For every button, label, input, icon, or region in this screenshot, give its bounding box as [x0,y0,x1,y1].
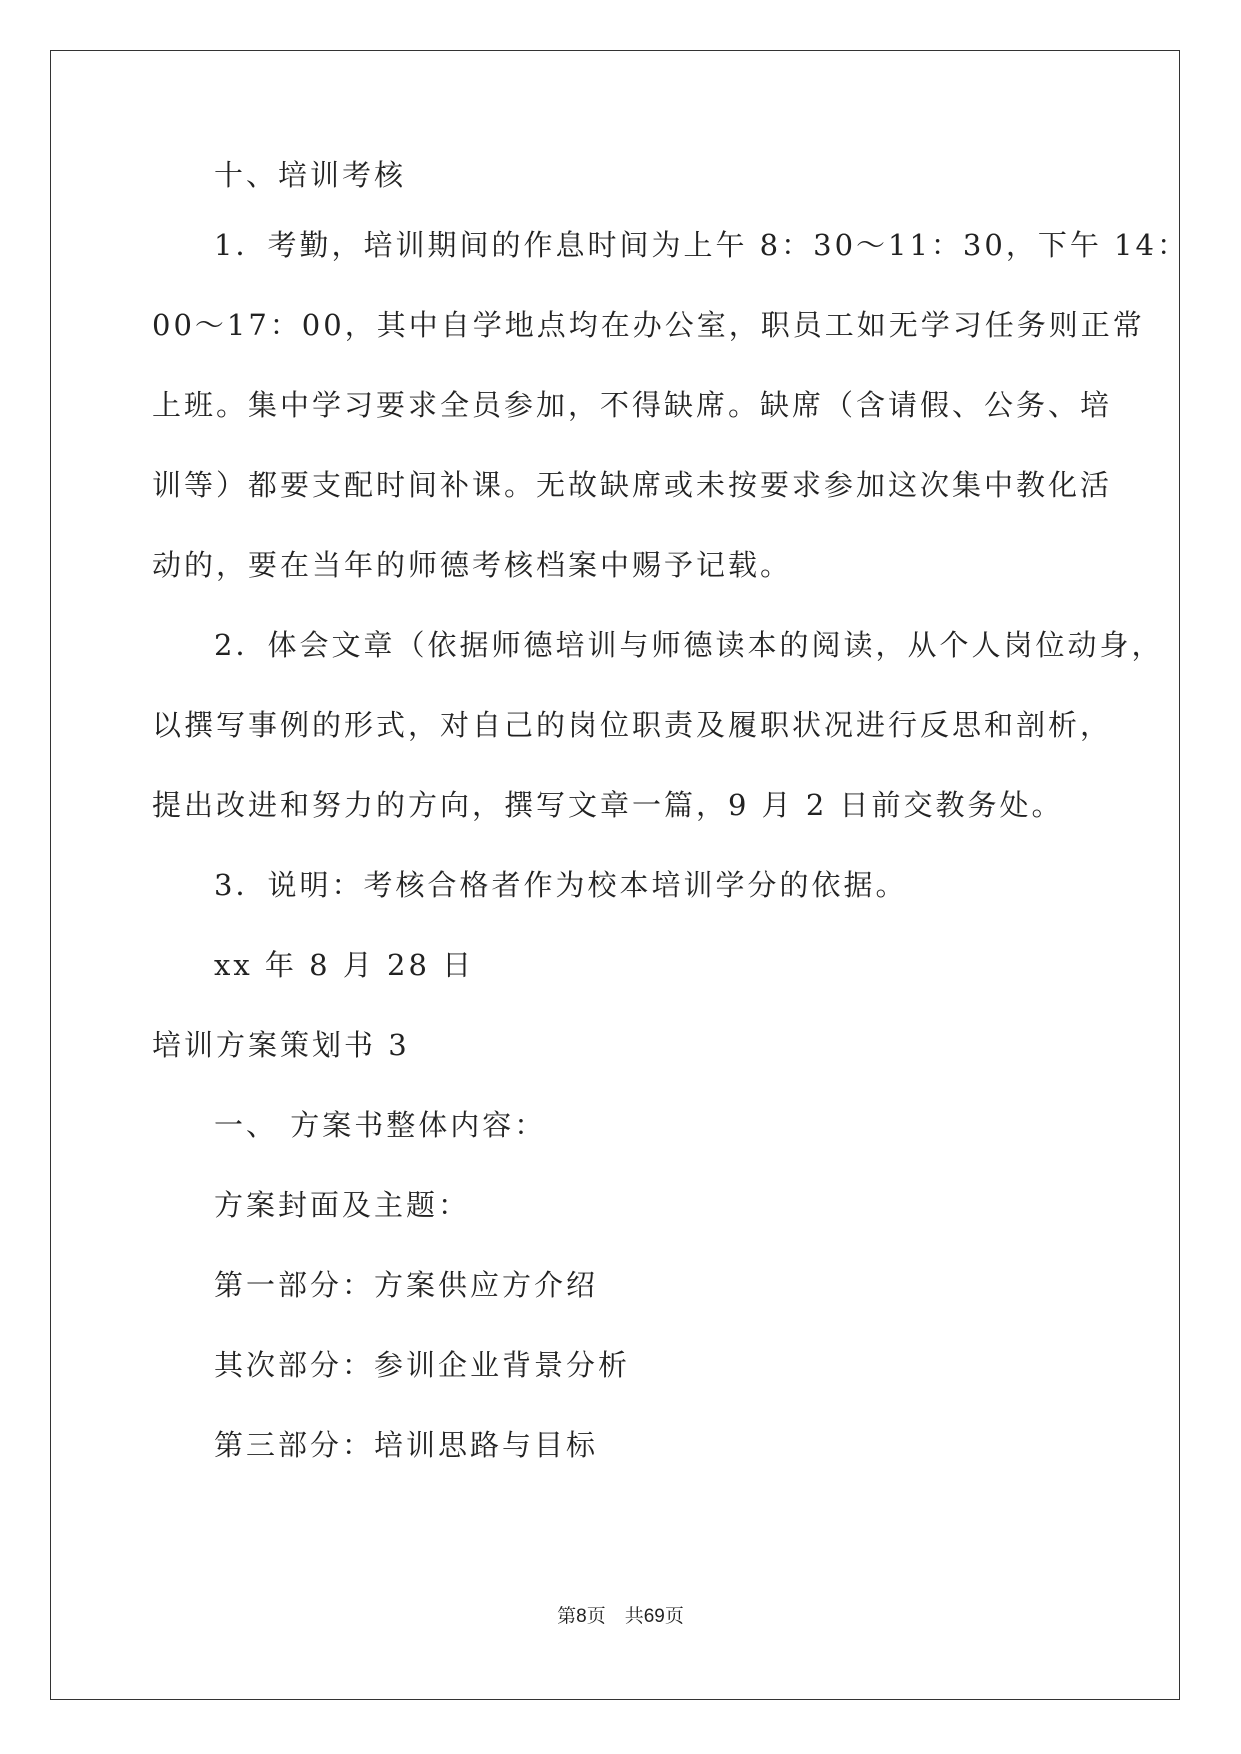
page-total: 69 [643,1606,665,1627]
body-line: 第三部分：培训思路与目标 [214,1428,599,1462]
section-heading: 十、培训考核 [214,158,407,192]
page-prefix: 第 [557,1605,577,1627]
body-line: 方案封面及主题： [214,1188,471,1222]
date-line: xx 年 8 月 28 日 [214,948,475,982]
body-line: 其次部分：参训企业背景分析 [214,1348,631,1382]
page-mid: 页 共 [586,1605,644,1627]
body-line: 第一部分：方案供应方介绍 [214,1268,599,1302]
body-line: 以撰写事例的形式，对自己的岗位职责及履职状况进行反思和剖析， [152,708,1113,742]
body-line: 3．说明：考核合格者作为校本培训学分的依据。 [214,868,908,902]
section-heading: 一、 方案书整体内容： [214,1108,547,1142]
body-line: 提出改进和努力的方向，撰写文章一篇，9 月 2 日前交教务处。 [152,788,1064,822]
page-suffix: 页 [664,1605,684,1627]
body-line: 上班。集中学习要求全员参加，不得缺席。缺席（含请假、公务、培 [152,388,1113,422]
body-line: 2．体会文章（依据师德培训与师德读本的阅读，从个人岗位动身， [214,628,1164,662]
body-line: 动的，要在当年的师德考核档案中赐予记载。 [152,548,793,582]
document-title: 培训方案策划书 3 [152,1028,410,1062]
body-line: 00～17：00，其中自学地点均在办公室，职员工如无学习任务则正常 [152,308,1145,342]
body-line: 训等）都要支配时间补课。无故缺席或未按要求参加这次集中教化活 [152,468,1113,502]
page-current: 8 [576,1606,587,1627]
page-footer [0,1604,1241,1629]
body-line: 1．考勤，培训期间的作息时间为上午 8：30～11：30，下午 14： [214,228,1189,262]
